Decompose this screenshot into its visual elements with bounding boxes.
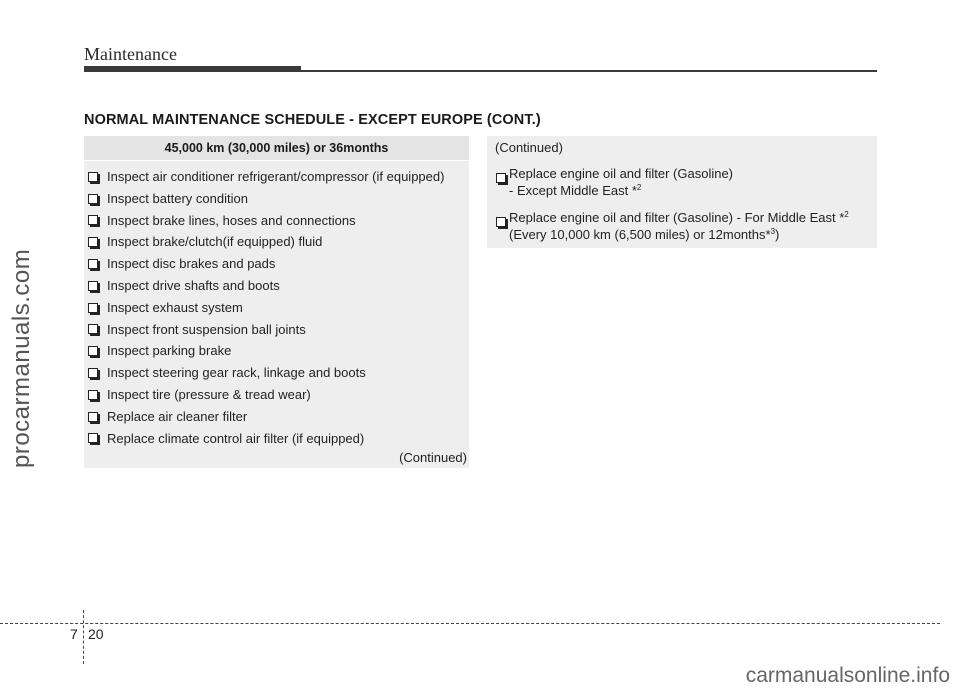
checklist-item-label: Inspect drive shafts and boots — [107, 277, 280, 293]
left-schedule-table — [84, 136, 469, 468]
checklist-item — [87, 297, 469, 319]
checklist-item — [87, 319, 469, 341]
checklist-item-label: Replace air cleaner filter — [107, 408, 248, 424]
footer-chapter-number: 7 — [70, 626, 78, 642]
checklist-item-label: Replace engine oil and filter (Gasoline) — [509, 166, 734, 181]
side-watermark: procarmanuals.com — [8, 248, 35, 468]
checklist-item-label: Replace engine oil and filter (Gasoline) - For Middle East *$^2$ — [509, 210, 849, 225]
checklist-item — [87, 340, 469, 362]
checklist-item-label: Inspect battery condition — [107, 190, 248, 206]
header-rule-thin — [301, 70, 877, 72]
checkbox-icon — [88, 194, 98, 204]
right-schedule-table — [487, 136, 877, 248]
bottom-watermark: carmanualsonline.info — [745, 664, 950, 687]
checklist-item-label: Inspect brake/clutch(if equipped) fluid — [107, 234, 323, 250]
checklist-item — [495, 209, 849, 243]
checklist-item-label: Inspect front suspension ball joints — [107, 321, 306, 337]
checklist-item-label: Inspect brake lines, hoses and connections — [107, 212, 356, 228]
footer-vertical-dashed-rule — [83, 610, 84, 664]
checklist-item-label: Inspect tire (pressure & tread wear) — [107, 386, 311, 402]
left-table-heading: 45,000 km (30,000 miles) or 36months — [84, 136, 469, 161]
checklist-item — [87, 188, 469, 210]
checkbox-icon — [88, 368, 98, 378]
checklist-item-label: Inspect exhaust system — [107, 299, 243, 315]
checkbox-icon — [88, 237, 98, 247]
checklist-item-sublabel: - Except Middle East *$^2$ — [509, 183, 642, 198]
checklist-item — [87, 166, 469, 188]
checkbox-icon — [88, 215, 98, 225]
checklist-item-label: Inspect parking brake — [107, 343, 232, 359]
checkbox-icon — [88, 172, 98, 182]
checklist-item — [87, 275, 469, 297]
checklist-item — [87, 362, 469, 384]
chapter-header-title: Maintenance — [84, 44, 177, 64]
checkbox-icon — [88, 324, 98, 334]
checklist-item-label: Inspect air conditioner refrigerant/compressor (if equipped) — [107, 169, 445, 184]
checkbox-icon — [88, 433, 98, 443]
checklist-item — [87, 231, 469, 253]
footer-dashed-rule — [0, 623, 940, 624]
checklist-item-label: Inspect steering gear rack, linkage and boots — [107, 365, 366, 381]
section-title: NORMAL MAINTENANCE SCHEDULE - EXCEPT EUROPE (CONT.) — [84, 112, 541, 128]
checkbox-icon — [88, 259, 98, 269]
left-checklist — [84, 161, 469, 449]
checkbox-icon — [496, 217, 506, 227]
checklist-item — [87, 406, 469, 428]
footnote-ref: 2 — [844, 210, 849, 219]
right-continued-label: (Continued) — [495, 140, 563, 155]
checklist-item — [87, 210, 469, 232]
footnote-ref: 3 — [770, 227, 776, 236]
checklist-item-label: Replace climate control air filter (if equipped) — [107, 430, 365, 446]
left-continued-label: (Continued) — [399, 450, 467, 466]
header-rule-thick — [84, 66, 301, 72]
footer-page-number: 20 — [88, 626, 104, 642]
checkbox-icon — [88, 346, 98, 356]
checklist-item-sublabel: (Every 10,000 km (6,500 miles) or 12months*$^3$) — [509, 227, 780, 242]
checkbox-icon — [88, 412, 98, 422]
checkbox-icon — [88, 390, 98, 400]
checkbox-icon — [88, 281, 98, 291]
checkbox-icon — [496, 173, 506, 183]
checklist-item — [87, 253, 469, 275]
checklist-item-label: Inspect disc brakes and pads — [107, 256, 276, 272]
checklist-item — [87, 384, 469, 406]
checklist-item — [495, 165, 733, 199]
footnote-ref: 2 — [636, 183, 642, 192]
checkbox-icon — [88, 303, 98, 313]
checklist-item — [87, 428, 469, 450]
